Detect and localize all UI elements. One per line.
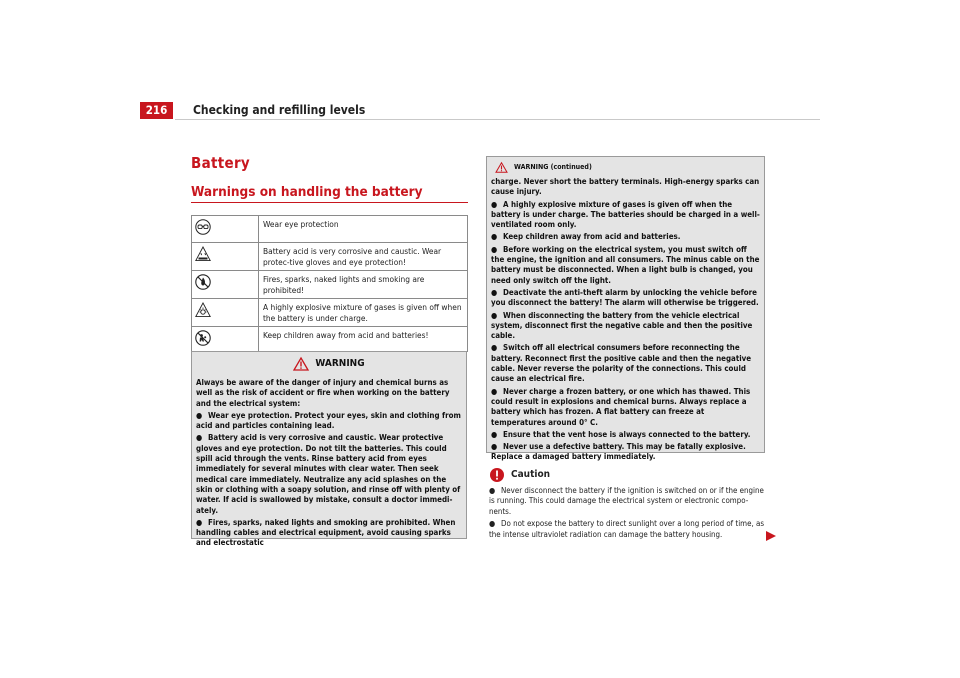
symbol-description: Wear eye protection — [259, 216, 468, 243]
warning-item-text: Fires, sparks, naked lights and smoking are prohibited. When handling cables and electrical equipment, avoid causing sparks and electrostatic — [196, 517, 456, 548]
caution-section — [489, 463, 765, 540]
warning-item-text: Keep children away from acid and batteries. — [503, 232, 681, 242]
bullet-icon: ● — [491, 442, 498, 452]
symbol-row — [192, 216, 468, 243]
caution-item — [489, 486, 765, 517]
warning-item — [491, 311, 760, 342]
bullet-icon: ● — [491, 310, 498, 320]
warning-header — [196, 356, 462, 372]
caution-header — [489, 467, 765, 483]
symbol-description: A highly explosive mixture of gases is given off when the battery is under charge. — [259, 299, 468, 327]
warning-item — [196, 411, 462, 432]
acid-corrosive-icon — [195, 246, 211, 262]
symbol-row — [192, 271, 468, 299]
subsection-rule — [191, 202, 468, 203]
warning-continued-lead: charge. Never short the battery terminals. High-energy sparks can cause injury. — [491, 177, 760, 197]
bullet-icon: ● — [491, 429, 498, 439]
no-fire-icon — [195, 274, 211, 290]
bullet-icon: ● — [489, 519, 496, 529]
warning-continued-title: WARNING (continued) — [514, 162, 592, 171]
subsection-title: Warnings on handling the battery — [191, 184, 423, 200]
caution-exclamation-icon — [489, 467, 505, 483]
warning-item — [491, 442, 760, 463]
warning-item — [491, 343, 760, 384]
caution-item-text: Never disconnect the battery if the ignition is switched on or if the engine is running. This could damage the electrical system or electronic compo-nents. — [489, 486, 764, 516]
warning-item-text: A highly explosive mixture of gases is given off when the battery is under charge. The batteries should be charged in a well-ventilated room only. — [491, 199, 760, 230]
caution-item-text: Do not expose the battery to direct sunlight over a long period of time, as the intense ultraviolet radiation can damage the battery housing. — [489, 519, 765, 539]
bullet-icon: ● — [196, 410, 203, 420]
explosive-gas-icon — [195, 302, 211, 318]
warning-item-text: Battery acid is very corrosive and caustic. Wear protective gloves and eye protection. Do not tilt the batteries. This could spill acid through the vents. Rinse battery acid from eyes immediately for several minutes with clear water. Then seek medical care immediately. Neutralize any acid splashes on the skin or clothing with a soapy solution, and rinse off with plenty of water. If acid is swallowed by mistake, consult a doctor immedi-ately. — [196, 433, 461, 515]
warning-triangle-icon — [495, 162, 508, 173]
warning-item-text: When disconnecting the battery from the vehicle electrical system, disconnect first the negative cable and then the positive cable. — [491, 310, 753, 341]
warning-item — [491, 200, 760, 231]
symbol-description: Keep children away from acid and batteries! — [263, 330, 429, 340]
section-title: Battery — [191, 154, 251, 172]
warning-triangle-icon — [293, 357, 309, 371]
warning-continued-header — [491, 161, 760, 173]
warning-item-text: Never charge a frozen battery, or one which has thawed. This could result in explosions and chemical burns. Always replace a battery which has frozen. A flat battery can freeze at temperatures around 0° C. — [491, 386, 751, 427]
bullet-icon: ● — [196, 517, 203, 527]
bullet-icon: ● — [491, 244, 498, 254]
bullet-icon: ● — [491, 386, 498, 396]
warning-item-text: Never use a defective battery. This may be fatally explosive. Replace a damaged battery immediately. — [491, 442, 746, 462]
warning-item — [196, 518, 462, 549]
warning-title: WARNING — [315, 357, 365, 369]
warning-box — [191, 351, 467, 548]
bullet-icon: ● — [491, 199, 498, 209]
next-page-arrow-icon[interactable] — [765, 530, 777, 542]
warning-item-text: Deactivate the anti-theft alarm by unlocking the vehicle before you disconnect the battery! The alarm will otherwise be triggered. — [491, 287, 759, 308]
bullet-icon: ● — [491, 232, 498, 242]
warning-item — [491, 387, 760, 428]
symbol-row — [192, 299, 468, 327]
caution-item — [489, 519, 765, 540]
warning-item-text: Switch off all electrical consumers before reconnecting the battery. Reconnect first the positive cable and then the negative cable. Never reverse the polarity of the connections. This could cause an electrical fire. — [491, 343, 752, 384]
header-rule — [175, 119, 820, 120]
warning-item — [491, 245, 760, 286]
eye-protection-icon — [195, 219, 211, 235]
warning-item-text: Before working on the electrical system, you must switch off the engine, the ignition and all consumers. The minus cable on the battery must be disconnected. When a light bulb is changed, you need only switch off the light. — [491, 244, 760, 285]
symbol-description: Battery acid is very corrosive and caustic. Wear protec-tive gloves and eye protection! — [259, 243, 468, 271]
warning-symbols-table — [191, 215, 468, 352]
page-number: 216 — [140, 102, 173, 119]
warning-item — [491, 430, 760, 440]
warning-item-text: Wear eye protection. Protect your eyes, skin and clothing from acid and particles containing lead. — [196, 410, 461, 431]
warning-item — [491, 288, 760, 309]
keep-children-away-icon — [195, 330, 211, 346]
running-head: Checking and refilling levels — [193, 103, 366, 117]
symbol-description: Fires, sparks, naked lights and smoking are prohibited! — [259, 271, 468, 299]
symbol-row — [192, 243, 468, 271]
warning-item — [196, 433, 462, 515]
warning-item — [491, 232, 760, 242]
bullet-icon: ● — [196, 433, 203, 443]
warning-continued-box — [486, 156, 765, 462]
warning-intro: Always be aware of the danger of injury and chemical burns as well as the risk of accident or fire when working on the battery and the electrical system: — [196, 378, 450, 408]
bullet-icon: ● — [489, 486, 496, 495]
caution-title: Caution — [511, 468, 551, 480]
symbol-row — [192, 327, 468, 352]
bullet-icon: ● — [491, 343, 498, 353]
warning-item-text: Ensure that the vent hose is always connected to the battery. — [503, 429, 751, 439]
bullet-icon: ● — [491, 287, 498, 297]
